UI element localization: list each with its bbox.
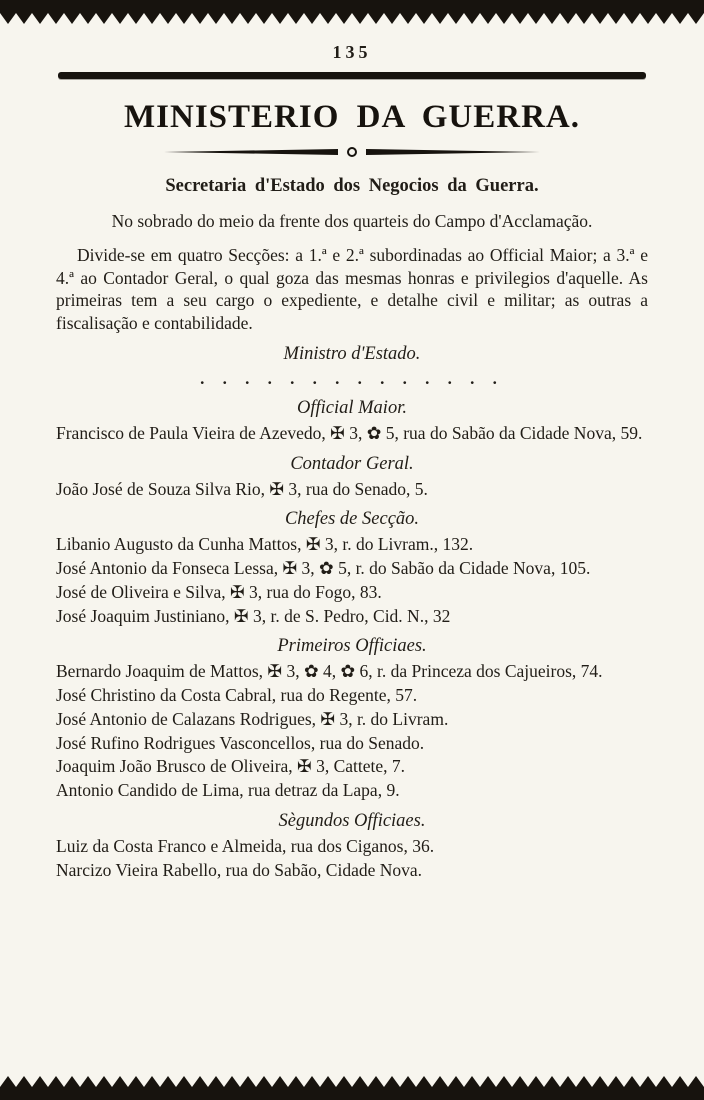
page-title: MINISTERIO DA GUERRA.: [124, 99, 580, 135]
entry-line: Francisco de Paula Vieira de Azevedo, ✠ 3, ✿ 5, rua do Sabão da Cidade Nova, 59.: [56, 422, 643, 443]
entry-line: João José de Souza Silva Rio, ✠ 3, rua do Senado, 5.: [56, 478, 428, 499]
section-subtitle: Secretaria d'Estado dos Negocios da Guerra.: [165, 176, 539, 196]
decorative-top-border: [0, 0, 704, 26]
decorative-bottom-border: [0, 1074, 704, 1100]
entry-line: José Antonio da Fonseca Lessa, ✠ 3, ✿ 5, r. do Sabão da Cidade Nova, 105.: [56, 558, 591, 578]
ornament-rule-icon: [162, 144, 542, 160]
header-rule: [58, 72, 646, 79]
section-heading-primeiros-officiaes: Primeiros Officiaes.: [277, 636, 427, 657]
page-number: 135: [332, 42, 372, 62]
address-paragraph: No sobrado do meio da frente dos quarteis do Campo d'Acclamação.: [111, 211, 593, 231]
dots-line: . . . . . . . . . . . . . .: [200, 368, 504, 388]
section-heading-segundos-officiaes: Sègundos Officiaes.: [278, 810, 426, 831]
entry-line: José Antonio de Calazans Rodrigues, ✠ 3, r. do Livram.: [56, 708, 449, 729]
entry-line: José Rufino Rodrigues Vasconcellos, rua do Senado.: [56, 732, 425, 753]
entry-line: Luiz da Costa Franco e Almeida, rua dos Ciganos, 36.: [56, 835, 435, 856]
entry-line: José de Oliveira e Silva, ✠ 3, rua do Fogo, 83.: [56, 581, 382, 602]
entry-line: Narcizo Vieira Rabello, rua do Sabão, Cidade Nova.: [56, 859, 423, 880]
intro-paragraph: Divide-se em quatro Secções: a 1.ª e 2.ª subordinadas ao Official Maior; a 3.ª e 4.ª ao Contador Geral, o qual goza das mesmas honras e privilegios d'aquelle. As primeiras tem a seu cargo o expediente, e detalhe civil e militar; as outras a fiscalisação e contabilidade.: [56, 244, 648, 333]
section-heading-ministro: Ministro d'Estado.: [283, 343, 421, 364]
zigzag-border-icon: [0, 1074, 704, 1100]
section-heading-contador-geral: Contador Geral.: [290, 453, 414, 474]
divider-ornament: [56, 144, 648, 160]
section-heading-official-maior: Official Maior.: [297, 397, 407, 418]
entry-line: José Christino da Costa Cabral, rua do Regente, 57.: [56, 685, 418, 705]
entry-line: Libanio Augusto da Cunha Mattos, ✠ 3, r. do Livram., 132.: [56, 534, 474, 555]
entry-line: José Joaquim Justiniano, ✠ 3, r. de S. Pedro, Cid. N., 32: [56, 605, 451, 626]
entry-line: Joaquim João Brusco de Oliveira, ✠ 3, Cattete, 7.: [56, 756, 406, 777]
section-heading-chefes-seccao: Chefes de Secção.: [284, 509, 420, 530]
entry-line: Bernardo Joaquim de Mattos, ✠ 3, ✿ 4, ✿ 6, r. da Princeza dos Cajueiros, 74.: [56, 661, 603, 682]
entry-line: Antonio Candido de Lima, rua detraz da Lapa, 9.: [56, 780, 400, 800]
zigzag-border-icon: [0, 0, 704, 26]
